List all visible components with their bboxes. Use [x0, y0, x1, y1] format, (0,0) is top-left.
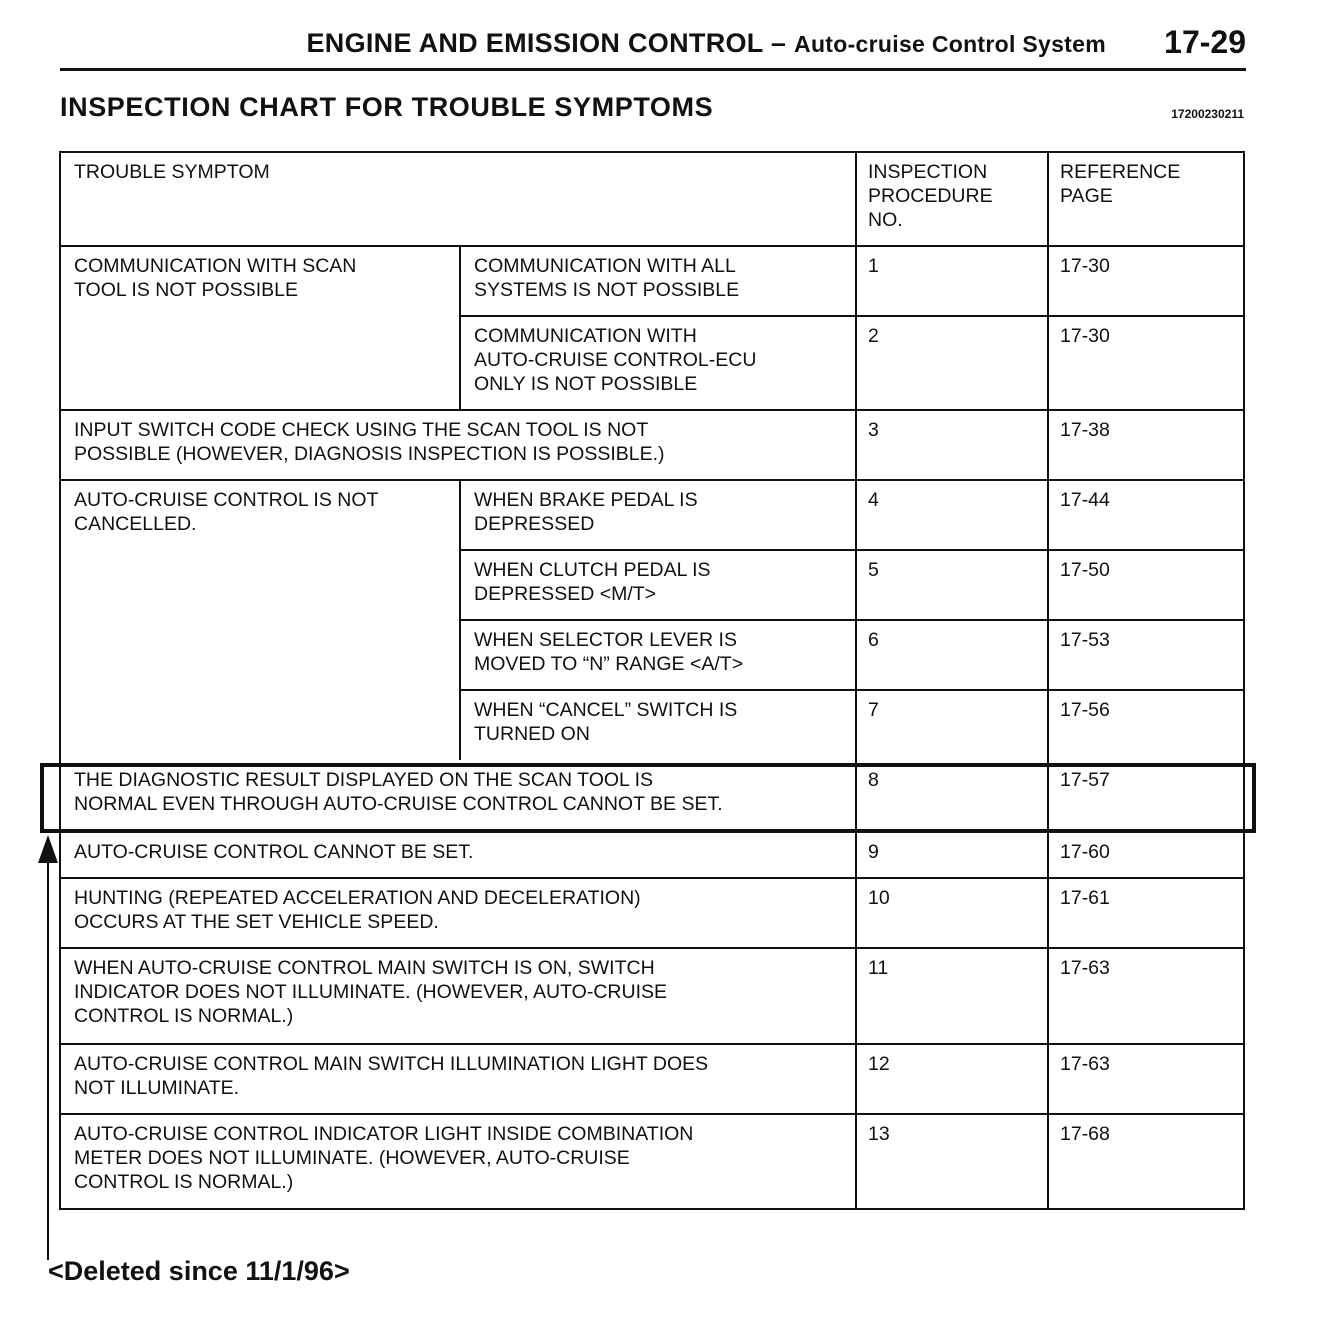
- procedure-13: 13: [868, 1123, 890, 1145]
- procedure-7: 7: [868, 699, 879, 721]
- grid-bottom: [59, 1208, 1245, 1210]
- symptom-cannot-be-set: AUTO-CRUISE CONTROL CANNOT BE SET.: [74, 841, 474, 863]
- detail-row-6: WHEN SELECTOR LEVER IS MOVED TO “N” RANGE <A/T>: [474, 629, 744, 675]
- detail-row-7: WHEN “CANCEL” SWITCH IS TURNED ON: [474, 699, 738, 745]
- section-title-main: ENGINE AND EMISSION CONTROL –: [306, 28, 787, 58]
- grid-h8: [59, 877, 1245, 879]
- grid-detail-1: [459, 246, 461, 410]
- page-header: [60, 22, 1246, 71]
- reference-6: 17-53: [1060, 629, 1110, 651]
- reference-9: 17-60: [1060, 841, 1110, 863]
- reference-7: 17-56: [1060, 699, 1110, 721]
- reference-13: 17-68: [1060, 1123, 1110, 1145]
- reference-8: 17-57: [1060, 769, 1110, 791]
- header-trouble-symptom: TROUBLE SYMPTOM: [74, 161, 270, 183]
- procedure-3: 3: [868, 419, 879, 441]
- procedure-9: 9: [868, 841, 879, 863]
- procedure-11: 11: [868, 957, 889, 979]
- grid-h9: [59, 947, 1245, 949]
- reference-12: 17-63: [1060, 1053, 1110, 1075]
- symptom-hunting: HUNTING (REPEATED ACCELERATION AND DECELERATION) OCCURS AT THE SET VEHICLE SPEED.: [74, 887, 641, 933]
- grid-h11: [59, 1113, 1245, 1115]
- grid-right: [1243, 151, 1245, 1210]
- grid-h1: [59, 245, 1245, 247]
- symptom-illumination-light: AUTO-CRUISE CONTROL MAIN SWITCH ILLUMINATION LIGHT DOES NOT ILLUMINATE.: [74, 1053, 709, 1099]
- procedure-2: 2: [868, 325, 879, 347]
- procedure-6: 6: [868, 629, 879, 651]
- header-reference-page: REFERENCE PAGE: [1060, 161, 1181, 207]
- chart-title: INSPECTION CHART FOR TROUBLE SYMPTOMS: [60, 92, 714, 122]
- grid-reference: [1047, 151, 1049, 1210]
- grid-left: [59, 151, 61, 1210]
- detail-row-1: COMMUNICATION WITH ALL SYSTEMS IS NOT POSSIBLE: [474, 255, 740, 301]
- procedure-5: 5: [868, 559, 879, 581]
- deleted-row-highlight: [40, 763, 1256, 833]
- reference-11: 17-63: [1060, 957, 1110, 979]
- symptom-diagnostic-normal: THE DIAGNOSTIC RESULT DISPLAYED ON THE SCAN TOOL IS NORMAL EVEN THROUGH AUTO-CRUISE CONTROL CANNOT BE SET.: [74, 769, 723, 815]
- grid-h3: [59, 409, 1245, 411]
- reference-4: 17-44: [1060, 489, 1110, 511]
- procedure-8: 8: [868, 769, 879, 791]
- symptom-not-cancelled: AUTO-CRUISE CONTROL IS NOT CANCELLED.: [74, 489, 379, 535]
- grid-h2: [459, 315, 1245, 317]
- reference-10: 17-61: [1060, 887, 1110, 909]
- page-number: 17-29: [1164, 24, 1246, 60]
- detail-row-4: WHEN BRAKE PEDAL IS DEPRESSED: [474, 489, 698, 535]
- detail-row-5: WHEN CLUTCH PEDAL IS DEPRESSED <M/T>: [474, 559, 711, 605]
- document-id: 17200230211: [1171, 107, 1244, 121]
- grid-h5: [459, 549, 1245, 551]
- section-title-sub: Auto-cruise Control System: [794, 31, 1106, 57]
- procedure-4: 4: [868, 489, 879, 511]
- grid-h10: [59, 1043, 1245, 1045]
- grid-h6: [459, 619, 1245, 621]
- section-title: [306, 28, 1106, 59]
- procedure-12: 12: [868, 1053, 890, 1075]
- symptom-switch-indicator: WHEN AUTO-CRUISE CONTROL MAIN SWITCH IS ON, SWITCH INDICATOR DOES NOT ILLUMINATE. (HOWEVER, AUTO-CRUISE CONTROL IS NORMAL.): [74, 957, 668, 1027]
- procedure-10: 10: [868, 887, 890, 909]
- reference-2: 17-30: [1060, 325, 1110, 347]
- reference-5: 17-50: [1060, 559, 1110, 581]
- detail-row-2: COMMUNICATION WITH AUTO-CRUISE CONTROL-ECU ONLY IS NOT POSSIBLE: [474, 325, 757, 395]
- grid-procedure: [855, 151, 857, 1210]
- procedure-1: 1: [868, 255, 879, 277]
- header-inspection-procedure: INSPECTION PROCEDURE NO.: [868, 161, 993, 231]
- reference-3: 17-38: [1060, 419, 1110, 441]
- symptom-communication: COMMUNICATION WITH SCAN TOOL IS NOT POSSIBLE: [74, 255, 357, 301]
- deleted-note: <Deleted since 11/1/96>: [48, 1256, 350, 1286]
- symptom-indicator-light: AUTO-CRUISE CONTROL INDICATOR LIGHT INSIDE COMBINATION METER DOES NOT ILLUMINATE. (HOWEVER, AUTO-CRUISE CONTROL IS NORMAL.): [74, 1123, 694, 1193]
- reference-1: 17-30: [1060, 255, 1110, 277]
- grid-top: [59, 151, 1245, 153]
- symptom-input-switch: INPUT SWITCH CODE CHECK USING THE SCAN TOOL IS NOT POSSIBLE (HOWEVER, DIAGNOSIS INSPECTION IS POSSIBLE.): [74, 419, 665, 465]
- grid-h4: [59, 479, 1245, 481]
- grid-h7: [459, 689, 1245, 691]
- arrow-shaft: [47, 850, 49, 1260]
